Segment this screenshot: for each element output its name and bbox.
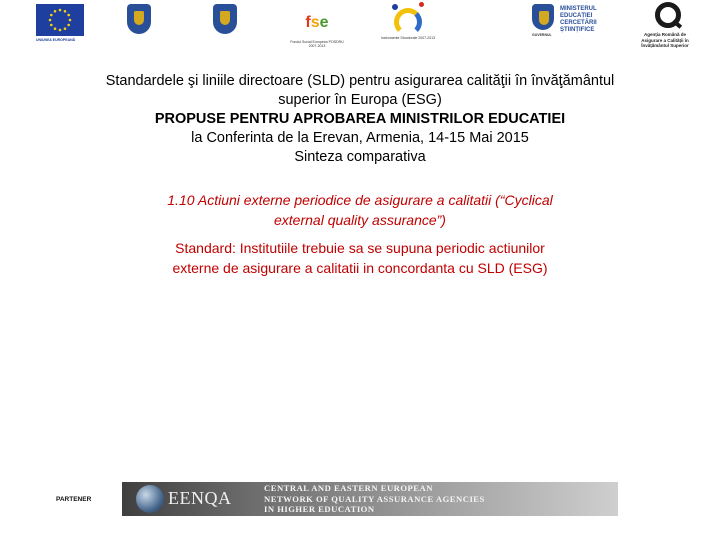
- arc-logo: [634, 2, 696, 49]
- government-crest-logo-2: [210, 4, 240, 34]
- title-line-3: PROPUSE PENTRU APROBAREA MINISTRILOR EDUCATIEI: [154, 111, 566, 127]
- banner-line-2: NETWORK OF QUALITY ASSURANCE AGENCIES: [264, 493, 485, 504]
- eu-logo: [36, 4, 86, 42]
- title-line-5: Sinteza comparativa: [294, 149, 426, 165]
- structural-instruments-caption: Instrumente Structurale 2007-2013: [380, 36, 436, 40]
- title-line-4: la Conferinta de la Erevan, Armenia, 14-15 Mai 2015: [191, 130, 529, 146]
- banner-line-3: IN HIGHER EDUCATION: [264, 504, 375, 514]
- globe-icon: [136, 485, 164, 513]
- banner-line-1: CENTRAL AND EASTERN EUROPEAN: [264, 483, 433, 493]
- partner-label: PARTENER: [56, 496, 92, 503]
- section-heading-line-2: external quality assurance”): [274, 212, 446, 228]
- slide-title: [40, 72, 680, 167]
- title-line-2: superior în Europa (ESG): [278, 92, 442, 108]
- arc-caption: Agenția Română de Asigurare a Calității în Învățământul Superior: [641, 32, 689, 48]
- ministry-caption: MINISTERUL EDUCAȚIEI CERCETĂRII ȘTIINȚIFICE: [560, 6, 597, 33]
- structural-instruments-logo: [378, 2, 438, 40]
- ministry-crest-icon: [532, 4, 554, 30]
- coat-of-arms-icon: [127, 4, 151, 34]
- coat-of-arms-icon: [213, 4, 237, 34]
- fse-logo: [287, 6, 347, 48]
- ministry-logo: [532, 4, 597, 39]
- structural-instruments-icon: [390, 2, 426, 26]
- standard-text: [80, 238, 640, 278]
- eu-caption: UNIUNEA EUROPEANĂ: [36, 38, 76, 42]
- banner-text: [264, 483, 485, 515]
- section-heading: [80, 190, 640, 230]
- fse-mark-icon: fse: [305, 14, 329, 31]
- q-quality-icon: [647, 2, 683, 32]
- fse-caption: Fondul Social European POSDRU 2007-2013: [290, 40, 344, 48]
- ceenqa-banner: [122, 482, 618, 516]
- ministry-small-caption: GUVERNUL: [532, 33, 552, 37]
- standard-line-1: Standard: Institutiile trebuie sa se supuna periodic actiunilor: [175, 240, 545, 256]
- section-heading-line-1: 1.10 Actiuni externe periodice de asigurare a calitatii (“Cyclical: [167, 192, 553, 208]
- eu-flag-icon: [36, 4, 84, 36]
- government-crest-logo: [124, 4, 154, 34]
- title-line-1: Standardele şi liniile directoare (SLD) pentru asigurarea calităţii în învăţământul: [105, 73, 615, 89]
- standard-line-2: externe de asigurare a calitatii in concordanta cu SLD (ESG): [172, 260, 548, 276]
- banner-name: EENQA: [168, 488, 232, 508]
